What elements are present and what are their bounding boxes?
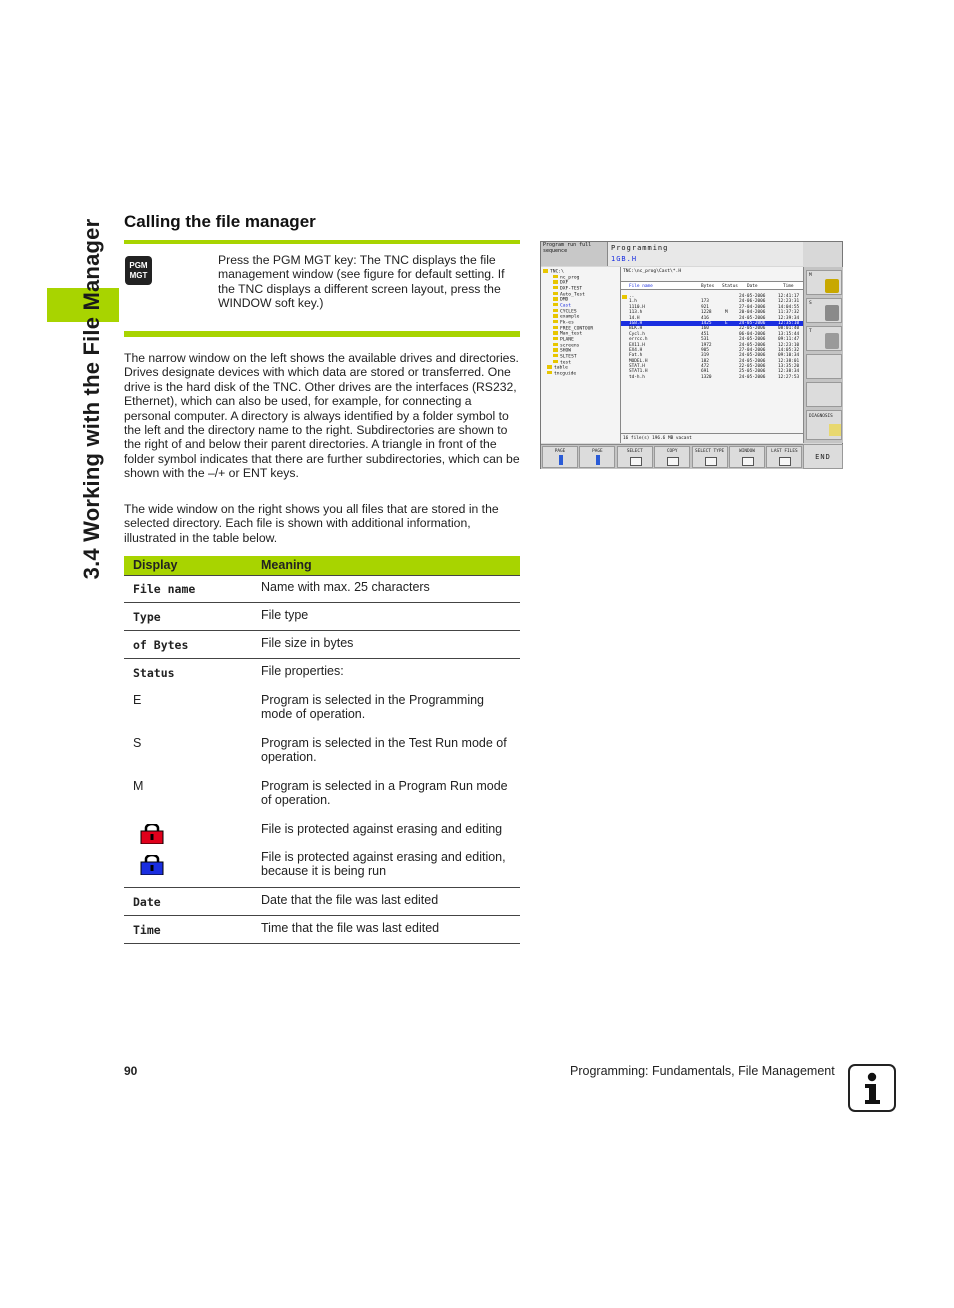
folder-icon: [553, 292, 558, 296]
softkey-6[interactable]: [766, 446, 802, 468]
key-label-line2: MGT: [129, 271, 148, 280]
folder-icon: [553, 348, 558, 352]
side-key-m-label: M: [809, 273, 812, 278]
file-bytes: 1425: [701, 320, 712, 326]
tree-item-label: DXF: [560, 280, 569, 286]
file-time: 08:01:40: [778, 326, 800, 332]
tree-pane: [541, 267, 621, 443]
file-name: STAT1.H: [629, 369, 648, 375]
mode-left: Program run full sequence: [541, 242, 608, 266]
tree-item-label: Cast: [560, 303, 572, 309]
tree-item-label: DXF-TEST: [560, 286, 583, 292]
folder-icon: [553, 331, 558, 335]
side-softkey-column: [803, 267, 843, 443]
file-time: 09:11:47: [778, 337, 800, 343]
file-bytes: 319: [701, 353, 709, 359]
file-time: 12:35:10: [778, 320, 800, 326]
end-softkey[interactable]: END: [803, 444, 843, 469]
softkey-3[interactable]: [654, 446, 690, 468]
folder-icon: [553, 360, 558, 364]
lock-red-icon: [140, 824, 164, 844]
program-title: 1GB.H: [611, 255, 638, 263]
table-row-status: [124, 659, 520, 888]
file-date: 22-05-2006: [739, 326, 766, 332]
softkey-4[interactable]: [692, 446, 728, 468]
path-label: TNC:\nc_prog\Cast\*.H: [623, 269, 682, 274]
spindle-icon: [825, 279, 839, 293]
tree-item-label: nc_prog: [560, 274, 580, 280]
axis-icon: [825, 333, 839, 349]
status-code-s: S: [133, 736, 142, 750]
info-icon: [848, 1064, 896, 1112]
tree-list: [543, 269, 593, 376]
file-time: 13:15:44: [778, 331, 800, 337]
folder-icon: [547, 365, 552, 369]
tree-item-label: screens: [560, 342, 580, 348]
file-date: 24-05-2006: [739, 342, 766, 348]
softkey-2[interactable]: [617, 446, 653, 468]
lock-blue-icon: [140, 855, 164, 875]
diagnosis-icon: [829, 424, 841, 436]
folder-icon: [553, 354, 558, 358]
softkey-glyph-icon: [779, 457, 791, 466]
file-date: 06-04-2006: [739, 331, 766, 337]
file-date: 24-06-2006: [739, 299, 766, 305]
file-columns-header: [621, 281, 803, 290]
file-status: M: [725, 310, 728, 316]
file-name: 1GB.H: [629, 320, 643, 326]
file-time: 14:04:55: [778, 304, 800, 310]
file-time: 12:41:17: [778, 294, 800, 299]
file-date: 24-05-2006: [739, 315, 766, 321]
file-name: ..: [629, 294, 635, 299]
status-meaning-m: Program is selected in a Program Run mode of operation.: [261, 779, 508, 808]
divider-top: [124, 240, 520, 244]
file-pane: [621, 267, 803, 443]
tree-item-label: SLTEST: [560, 354, 577, 360]
row-meaning: Date that the file was last edited: [261, 893, 439, 907]
file-bytes: 921: [701, 304, 709, 310]
chapter-side-title: 3.4 Working with the File Manager: [79, 218, 104, 580]
file-date: 27-04-2006: [739, 347, 766, 353]
file-manager-screenshot: [540, 241, 843, 469]
row-display: Date: [133, 895, 161, 909]
file-name: Fat.h: [629, 353, 643, 359]
softkey-glyph-icon: [667, 457, 679, 466]
row-meaning: File properties:: [261, 664, 344, 678]
file-time: 09:10:34: [778, 353, 800, 359]
file-date: 24-05-2006: [739, 358, 766, 364]
file-time: 12:27:53: [778, 374, 800, 380]
file-date: 20-04-2006: [739, 310, 766, 316]
tree-item-label: CYCLES: [560, 308, 577, 314]
file-bytes: 531: [701, 337, 709, 343]
file-bytes: 182: [701, 358, 709, 364]
row-meaning: File type: [261, 608, 309, 622]
arrow-down-icon: [596, 455, 600, 465]
side-key-diagnosis[interactable]: [806, 410, 842, 440]
col-date: Date: [747, 284, 758, 289]
status-meaning-running: File is protected against erasing and edition, because it is being run: [261, 850, 506, 879]
status-line: 16 file(s) 196.6 MB vacant: [621, 433, 803, 443]
table-row: [124, 916, 520, 944]
tree-item-label: Fk-es: [560, 320, 574, 326]
file-time: 12:38:01: [778, 358, 800, 364]
file-name: td-h.h: [629, 374, 645, 380]
status-code-m: M: [133, 779, 144, 793]
arrow-up-icon: [559, 455, 563, 465]
tree-item-label: TNC:\: [550, 269, 564, 275]
softkey-label: SELECT TYPE: [695, 449, 725, 454]
file-bytes: 1972: [701, 342, 712, 348]
file-date: 24-05-2006: [739, 294, 766, 299]
side-key-s-label: S: [809, 301, 812, 306]
file-name: 14.H: [629, 315, 640, 321]
file-row[interactable]: [621, 375, 803, 380]
tree-item-label: SHOW: [560, 348, 572, 354]
tree-item-label: DMD: [560, 297, 569, 303]
file-bytes: 691: [701, 369, 709, 375]
file-bytes: 173: [701, 299, 709, 305]
softkey-5[interactable]: [729, 446, 765, 468]
file-date: 27-04-2006: [739, 304, 766, 310]
file-time: 12:39:34: [778, 315, 800, 321]
header-display: Display: [133, 558, 178, 572]
file-name: EX4.H: [629, 347, 643, 353]
side-key-blank1[interactable]: [806, 354, 842, 379]
file-bytes: 451: [701, 331, 709, 337]
file-bytes: 1320: [701, 374, 712, 380]
file-name: EX11.H: [629, 342, 645, 348]
softkey-glyph-icon: [705, 457, 717, 466]
tree-item-label: PLANE: [560, 337, 574, 343]
file-time: 14:05:32: [778, 347, 800, 353]
row-meaning: Name with max. 25 characters: [261, 580, 430, 594]
folder-icon: [553, 337, 558, 341]
chapter-footer-title: Programming: Fundamentals, File Management: [570, 1064, 835, 1078]
col-name: File name: [629, 284, 653, 289]
file-bytes: 472: [701, 364, 709, 370]
key-instruction: Press the PGM MGT key: The TNC displays the file management window (see figure for default setting. If the TNC displays a different screen layout, press the WINDOW soft key.): [218, 253, 505, 311]
tree-item-label: tncguide: [554, 371, 577, 377]
divider-bottom: [124, 331, 520, 337]
file-bytes: 905: [701, 347, 709, 353]
row-display: Status: [133, 666, 175, 680]
folder-icon: [553, 303, 558, 307]
softkey-glyph-icon: [742, 457, 754, 466]
row-display: File name: [133, 582, 196, 596]
row-display: of Bytes: [133, 638, 189, 652]
file-date: 24-05-2006: [739, 337, 766, 343]
file-list: [621, 294, 803, 380]
file-time: 12:38:34: [778, 369, 800, 375]
folder-icon: [543, 269, 548, 273]
file-date: 22-05-2006: [739, 364, 766, 370]
folder-icon: [553, 297, 558, 301]
mode-right: Programming: [611, 244, 669, 252]
softkey-label: WINDOW: [739, 449, 755, 454]
folder-icon: [547, 371, 552, 375]
file-name: STAT.H: [629, 364, 645, 370]
folder-icon: [553, 280, 558, 284]
tree-item-label: example: [560, 314, 580, 320]
status-code-e: E: [133, 693, 142, 707]
folder-icon: [553, 309, 558, 313]
table-row: [124, 631, 520, 659]
table-row: [124, 603, 520, 631]
status-meaning-s: Program is selected in the Test Run mode of operation.: [261, 736, 507, 765]
file-time: 13:35:20: [778, 364, 800, 370]
row-meaning: File size in bytes: [261, 636, 354, 650]
key-label-line1: PGM: [129, 261, 148, 270]
side-key-s[interactable]: [806, 298, 842, 323]
softkey-1[interactable]: [579, 446, 615, 468]
status-meaning-locked: File is protected against erasing and editing: [261, 822, 503, 836]
softkey-label: COPY: [666, 449, 678, 454]
file-name: BLK.H: [629, 326, 643, 332]
side-key-blank2[interactable]: [806, 382, 842, 407]
tree-item-label: Man_test: [560, 331, 583, 337]
file-status: E: [725, 320, 728, 326]
row-display: Type: [133, 610, 161, 624]
folder-icon: [553, 286, 558, 290]
pgm-mgt-key-icon: [125, 256, 152, 285]
folder-icon: [553, 343, 558, 347]
file-date: 24-05-2006: [739, 374, 766, 380]
file-date: 25-05-2006: [739, 369, 766, 375]
mode-right-panel: [608, 242, 803, 266]
table-row: [124, 576, 520, 603]
folder-icon: [553, 320, 558, 324]
file-bytes: 416: [701, 315, 709, 321]
file-name: MODEL.H: [629, 358, 648, 364]
tree-item-label: FREE_CONTOUR: [560, 325, 594, 331]
file-name: 113.h: [629, 310, 643, 316]
page-number: 90: [124, 1064, 138, 1078]
file-date: 24-05-2006: [739, 320, 766, 326]
tree-item-label: test: [560, 359, 572, 365]
file-name: Cycl.h: [629, 331, 645, 337]
parent-folder-icon: [622, 295, 627, 299]
folder-icon: [553, 314, 558, 318]
folder-icon: [553, 275, 558, 279]
softkey-row: [541, 444, 803, 469]
softkey-label: SELECT: [626, 449, 643, 454]
tree-item[interactable]: [543, 371, 593, 377]
col-status: Status: [722, 284, 738, 289]
file-info-table: [124, 556, 520, 944]
file-time: 12:23:10: [778, 342, 800, 348]
section-heading: Calling the file manager: [124, 212, 316, 231]
file-time: 11:37:32: [778, 310, 800, 316]
table-row: [124, 888, 520, 916]
row-meaning: Time that the file was last edited: [261, 921, 440, 935]
col-time: Time: [783, 284, 794, 289]
softkey-0[interactable]: [542, 446, 578, 468]
tree-item-label: Auto_Test: [560, 291, 585, 297]
file-name: errcc.h: [629, 337, 648, 343]
file-bytes: 160: [701, 326, 709, 332]
softkey-glyph-icon: [630, 457, 642, 466]
softkey-label: LAST FILES: [771, 449, 798, 454]
side-key-m[interactable]: [806, 270, 842, 295]
softkey-label: PAGE: [592, 449, 603, 454]
file-name: 1.h: [629, 299, 637, 305]
file-name: 1110.H: [629, 304, 645, 310]
header-meaning: Meaning: [261, 558, 312, 572]
paragraph-drives: The narrow window on the left shows the available drives and directories. Drives designate devices with which data are stored or transferred. One drive is the hard disk of the TNC. Other drives are the interfaces (RS232, Ethernet), which can also be used, for example, for connecting a personal computer. A directory is always identified by a folder symbol to the left and the directory name to the right. Subdirectories are shown to the right of and below their parent directories. A triangle in front of the folder symbol indicates that there are further subdirectories, which can be shown with the –/+ or ENT keys.: [124, 351, 520, 481]
side-key-t[interactable]: [806, 326, 842, 351]
file-bytes: 1228: [701, 310, 712, 316]
tool-icon: [825, 305, 839, 321]
col-bytes: Bytes: [701, 284, 715, 289]
paragraph-files: The wide window on the right shows you all files that are stored in the selected directory. Each file is shown with additional information, illustrated in the table below.: [124, 502, 499, 545]
softkey-label: PAGE: [554, 449, 566, 454]
row-display: Time: [133, 923, 161, 937]
file-date: 24-05-2006: [739, 353, 766, 359]
folder-icon: [553, 326, 558, 330]
side-key-diagnosis-label: DIAGNOSIS: [809, 414, 833, 419]
status-meaning-e: Program is selected in the Programming mode of operation.: [261, 693, 485, 722]
file-time: 12:23:31: [778, 299, 800, 305]
table-header: [124, 556, 520, 575]
side-key-t-label: T: [809, 329, 812, 334]
tree-item-label: table: [554, 365, 568, 371]
